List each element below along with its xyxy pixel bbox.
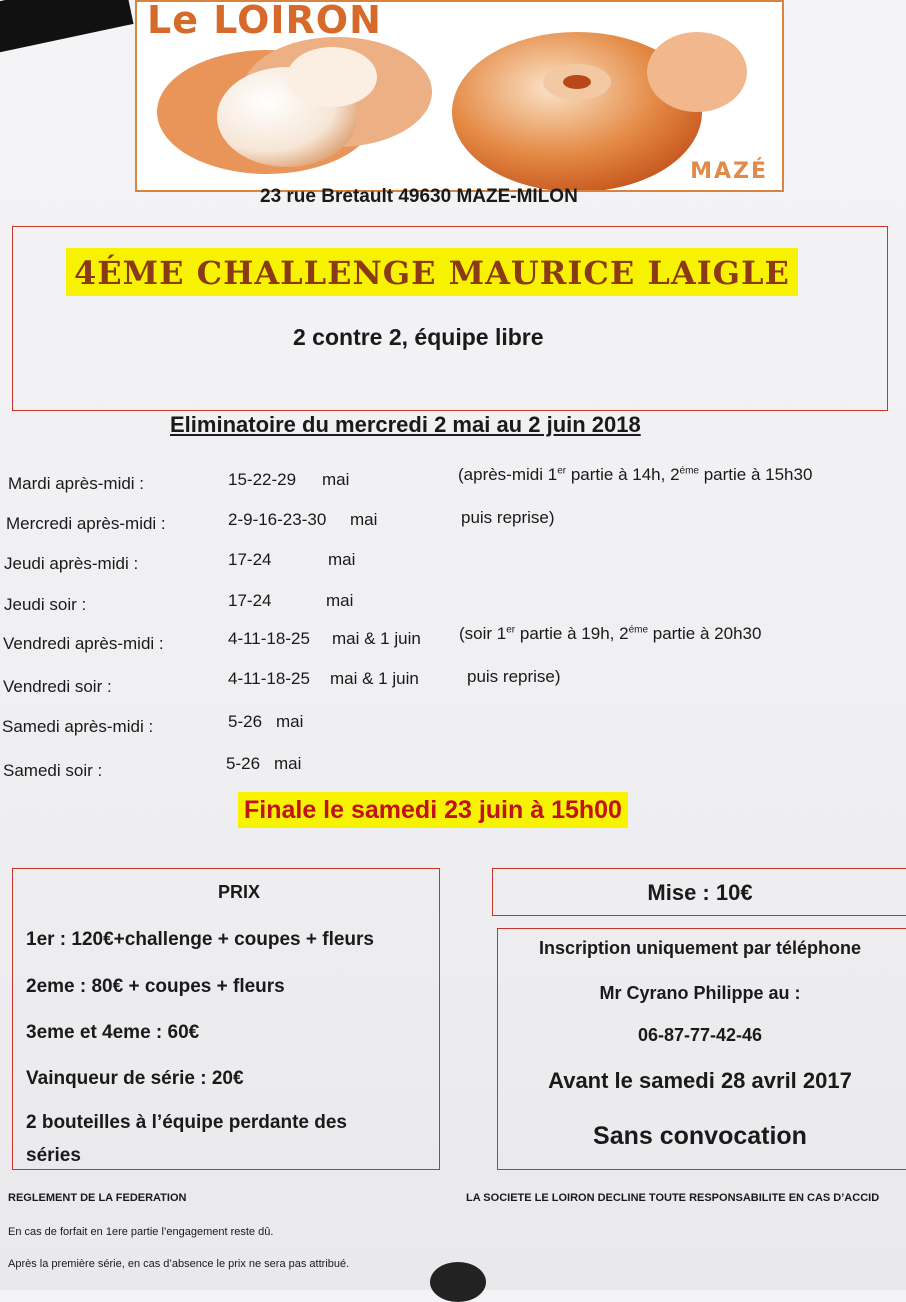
note-text: partie à 20h30 — [648, 624, 762, 643]
address: 23 rue Bretault 49630 MAZE-MILON — [260, 186, 578, 207]
evening-note-cont: puis reprise) — [467, 667, 561, 686]
headline: 4ÉME CHALLENGE MAURICE LAIGLE — [66, 248, 798, 296]
schedule-dates: 2-9-16-23-30 — [228, 510, 327, 529]
schedule-dates: 15-22-29 — [228, 470, 297, 489]
schedule-dates: 4-11-18-25 — [228, 669, 310, 688]
afternoon-note — [458, 465, 812, 485]
schedule-day: Jeudi soir : — [4, 595, 87, 614]
footer-left-title: REGLEMENT DE LA FEDERATION — [8, 1192, 187, 1204]
schedule-day: Jeudi après-midi : — [4, 554, 139, 573]
schedule-month: mai — [326, 591, 354, 610]
club-logo — [135, 0, 784, 192]
schedule-month: mai — [328, 550, 356, 569]
prize-item: Vainqueur de série : 20€ — [26, 1068, 244, 1089]
schedule-day: Samedi soir : — [3, 761, 103, 780]
finale-banner: Finale le samedi 23 juin à 15h00 — [238, 792, 628, 828]
schedule-month: mai — [322, 470, 350, 489]
prize-item: 1er : 120€+challenge + coupes + fleurs — [26, 929, 374, 950]
schedule-dates: 5-26 — [226, 754, 261, 773]
note-sup: éme — [679, 465, 699, 477]
schedule-day: Samedi après-midi : — [2, 717, 154, 736]
logo-title: Le LOIRON — [147, 0, 382, 42]
prize-item: 2 bouteilles à l’équipe perdante des — [26, 1112, 347, 1133]
schedule-day: Vendredi après-midi : — [3, 634, 164, 653]
subheadline: 2 contre 2, équipe libre — [293, 324, 544, 350]
mise-amount: Mise : 10€ — [647, 880, 753, 905]
prize-item: 3eme et 4eme : 60€ — [26, 1022, 200, 1043]
schedule-month: mai & 1 juin — [332, 629, 421, 648]
photo-corner-shadow — [0, 0, 134, 55]
note-sup: éme — [628, 624, 649, 636]
elimination-title: Eliminatoire du mercredi 2 mai au 2 juin 2018 — [170, 412, 641, 437]
note-sup: er — [557, 465, 567, 477]
logo-subtitle: MAZÉ — [690, 159, 768, 184]
schedule-dates: 4-11-18-25 — [228, 629, 310, 648]
note-sup: er — [506, 624, 516, 636]
schedule-month: mai & 1 juin — [330, 669, 419, 688]
prize-item: séries — [26, 1145, 81, 1166]
schedule-day: Mardi après-midi : — [8, 474, 145, 493]
note-text: partie à 15h30 — [698, 465, 813, 484]
afternoon-note-cont: puis reprise) — [461, 508, 555, 527]
evening-note — [459, 624, 761, 644]
footer-right-title: LA SOCIETE LE LOIRON DECLINE TOUTE RESPONSABILITE EN CAS D’ACCID — [466, 1192, 880, 1204]
push-pin — [430, 1262, 486, 1302]
no-convocation: Sans convocation — [593, 1122, 807, 1150]
note-text: (soir 1 — [459, 624, 507, 643]
schedule-month: mai — [274, 754, 302, 773]
schedule-dates: 17-24 — [228, 550, 272, 569]
footer-rule: Après la première série, en cas d’absence le prix ne sera pas attribué. — [8, 1258, 350, 1270]
prix-title: PRIX — [218, 882, 261, 902]
note-text: (après-midi 1 — [458, 465, 558, 484]
deadline: Avant le samedi 28 avril 2017 — [548, 1068, 852, 1093]
schedule-month: mai — [350, 510, 378, 529]
inscription-line: Inscription uniquement par téléphone — [538, 938, 862, 958]
note-text: partie à 14h, 2 — [566, 465, 680, 484]
phone-number: 06-87-77-42-46 — [637, 1025, 763, 1045]
prize-item: 2eme : 80€ + coupes + fleurs — [26, 976, 285, 997]
footer-rule: En cas de forfait en 1ere partie l’engagement reste dû. — [8, 1226, 274, 1238]
note-text: partie à 19h, 2 — [515, 624, 629, 643]
schedule-month: mai — [276, 712, 304, 731]
schedule-dates: 5-26 — [228, 712, 263, 731]
schedule-day: Mercredi après-midi : — [6, 514, 166, 533]
schedule-day: Vendredi soir : — [3, 677, 112, 696]
schedule-dates: 17-24 — [228, 591, 272, 610]
inscription-contact: Mr Cyrano Philippe au : — [599, 983, 801, 1003]
